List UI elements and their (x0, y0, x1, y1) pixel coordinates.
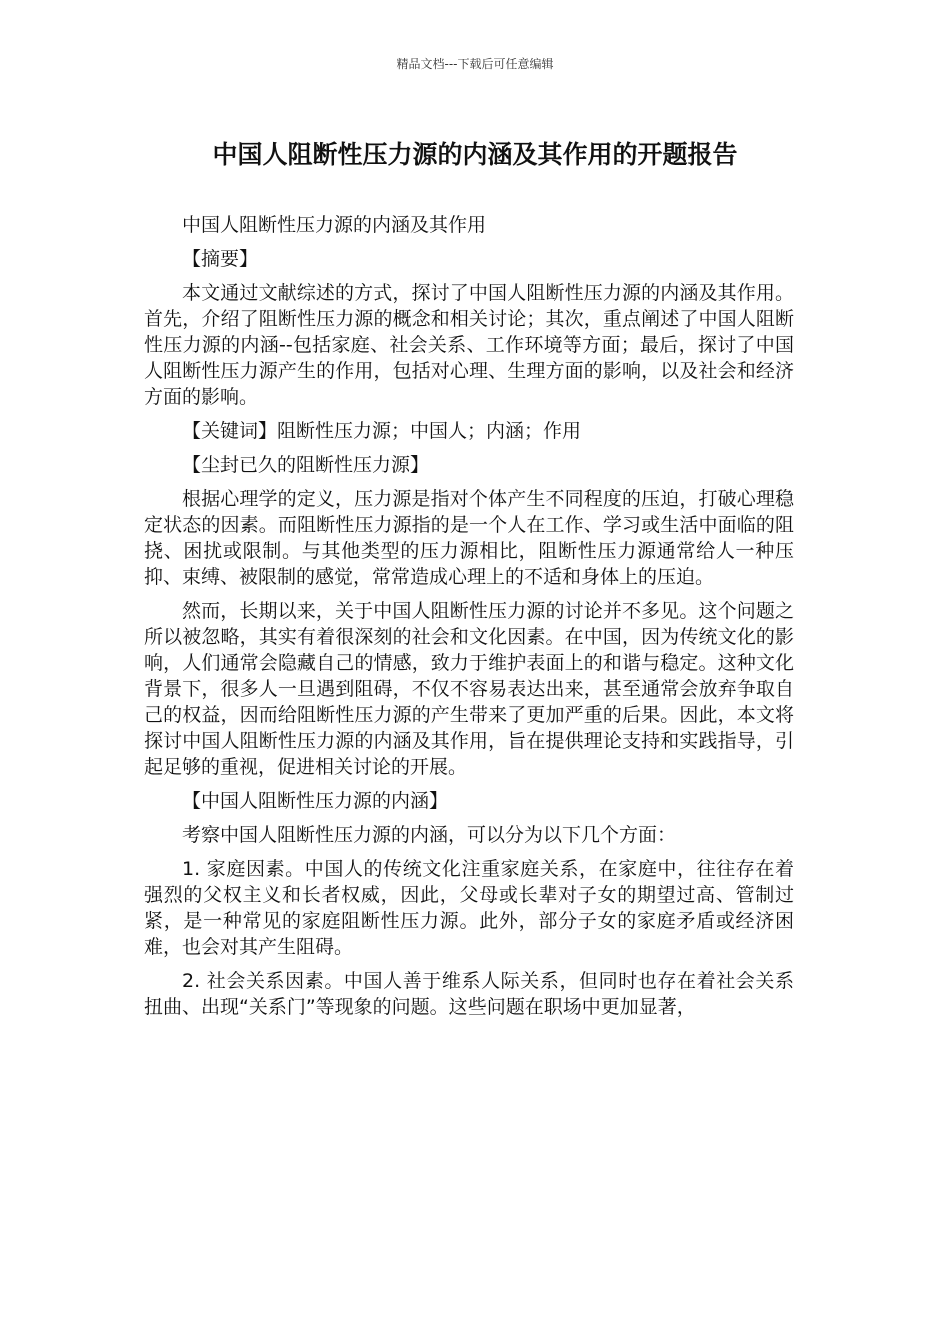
body-paragraph-background: 然而，长期以来，关于中国人阻断性压力源的讨论并不多见。这个问题之所以被忽略，其实有着很深刻的社会和文化因素。在中国，因为传统文化的影响，人们通常会隐藏自己的情感，致力于维护表面上的和谐与稳定。这种文化背景下，很多人一旦遇到阻碍，不仅不容易表达出来，甚至通常会放弃争取自己的权益，因而给阻断性压力源的产生带来了更加严重的后果。因此，本文将探讨中国人阻断性压力源的内涵及其作用，旨在提供理论支持和实践指导，引起足够的重视，促进相关讨论的开展。 (144, 600, 794, 778)
keywords-paragraph: 【关键词】阻断性压力源；中国人；内涵；作用 (182, 420, 582, 442)
section-heading-connotation: 【中国人阻断性压力源的内涵】 (182, 790, 449, 812)
abstract-heading: 【摘要】 (182, 248, 259, 270)
document-body (144, 212, 794, 1028)
list-item-social-factor: 2. 社会关系因素。中国人善于维系人际关系，但同时也存在着社会关系扭曲、出现“关系门”等现象的问题。这些问题在职场中更加显著， (144, 970, 794, 1018)
body-paragraph-aspects-intro: 考察中国人阻断性压力源的内涵，可以分为以下几个方面： (182, 824, 677, 846)
body-paragraph-definition: 根据心理学的定义，压力源是指对个体产生不同程度的压迫，打破心理稳定状态的因素。而阻断性压力源指的是一个人在工作、学习或生活中面临的阻挠、困扰或限制。与其他类型的压力源相比，阻断性压力源通常给人一种压抑、束缚、被限制的感觉，常常造成心理上的不适和身体上的压迫。 (144, 488, 794, 588)
section-heading-dusty-stressors: 【尘封已久的阻断性压力源】 (182, 454, 430, 476)
abstract-paragraph: 本文通过文献综述的方式，探讨了中国人阻断性压力源的内涵及其作用。首先，介绍了阻断性压力源的概念和相关讨论；其次，重点阐述了中国人阻断性压力源的内涵--包括家庭、社会关系、工作环境等方面；最后，探讨了中国人阻断性压力源产生的作用，包括对心理、生理方面的影响，以及社会和经济方面的影响。 (144, 282, 794, 408)
document-title: 中国人阻断性压力源的内涵及其作用的开题报告 (212, 140, 738, 169)
subtitle-paragraph: 中国人阻断性压力源的内涵及其作用 (182, 214, 487, 236)
header-note: 精品文档---下载后可任意编辑 (396, 57, 554, 71)
list-item-family-factor: 1. 家庭因素。中国人的传统文化注重家庭关系，在家庭中，往往存在着强烈的父权主义和长者权威，因此，父母或长辈对子女的期望过高、管制过紧，是一种常见的家庭阻断性压力源。此外，部分子女的家庭矛盾或经济困难，也会对其产生阻碍。 (144, 858, 794, 958)
